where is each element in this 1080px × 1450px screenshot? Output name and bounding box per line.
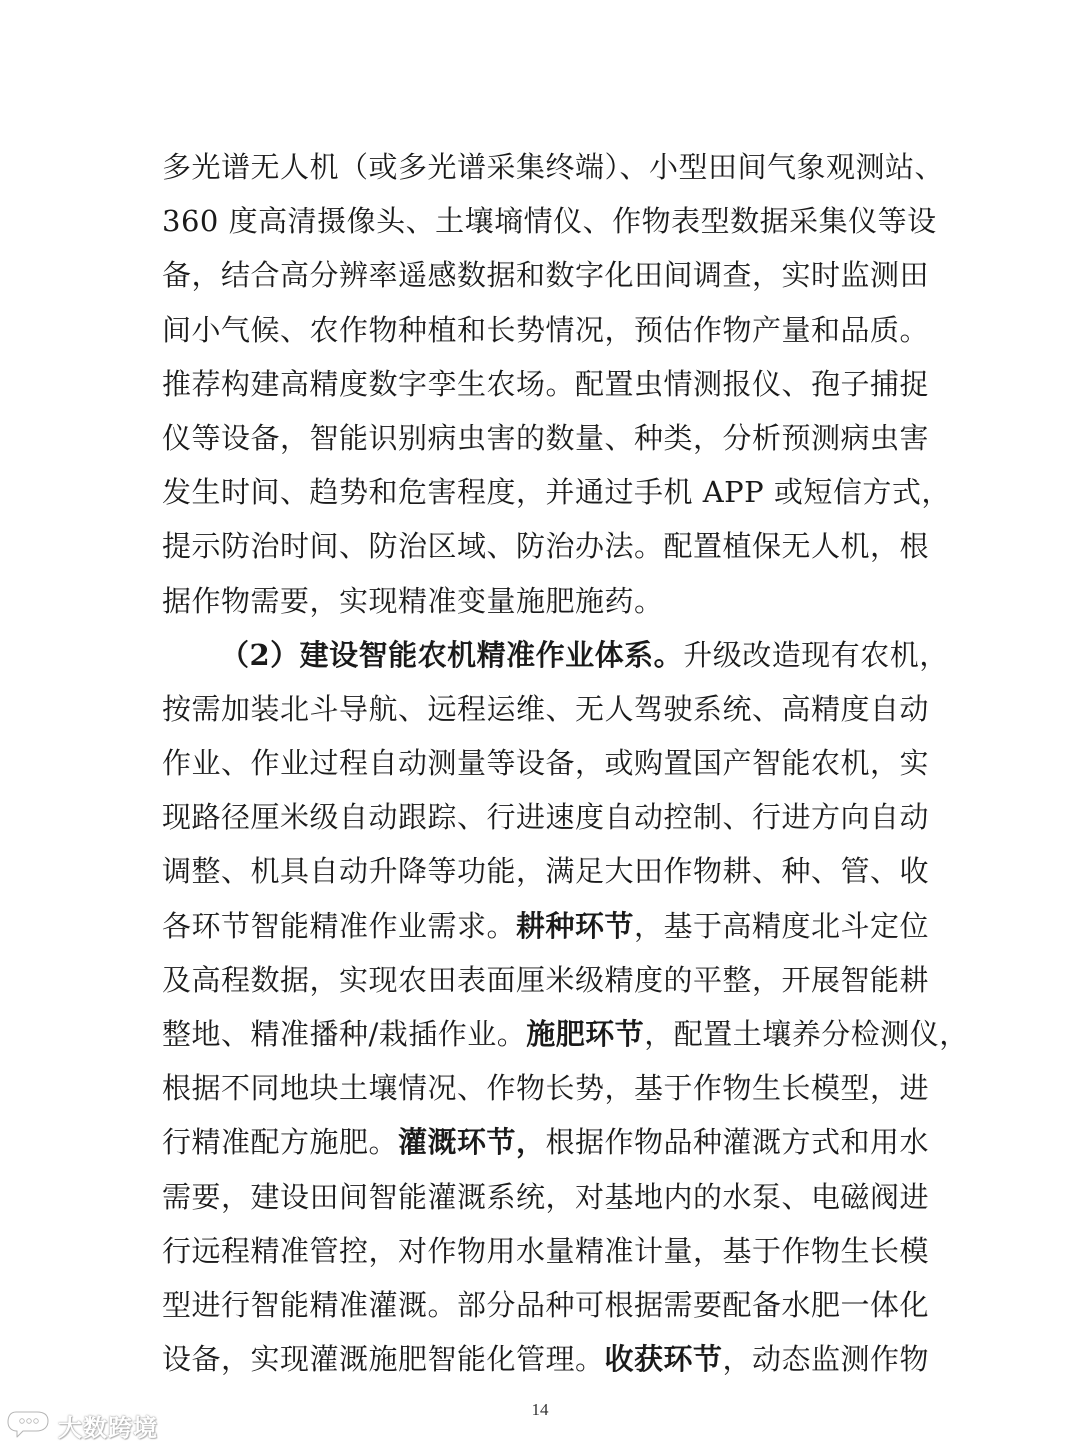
page-number: 14 — [531, 1400, 549, 1419]
text-run: ，配置土壤养分检测仪， — [644, 1017, 969, 1051]
body-text — [162, 140, 969, 1386]
text-run: 间小气候、农作物种植和长势情况，预估作物产量和品质。 — [162, 312, 930, 347]
text-run: 升级改造现有农机， — [683, 637, 949, 672]
bold-heading-run: 施肥环节 — [526, 1017, 645, 1051]
text-run: 提示防治时间、防治区域、防治办法。配置植保无人机，根 — [162, 529, 930, 564]
text-run: 整地、精准播种/栽插作业。 — [162, 1017, 527, 1051]
text-line — [162, 899, 930, 953]
text-run: ，动态监测作物 — [722, 1342, 930, 1377]
text-line — [162, 1332, 930, 1386]
text-line — [162, 303, 930, 357]
bold-heading-run: （2）建设智能农机精准作业体系。 — [220, 637, 684, 672]
text-line — [162, 736, 930, 790]
text-line — [162, 628, 949, 682]
watermark-text: 大数跨境 — [58, 1413, 158, 1442]
text-line — [162, 1278, 930, 1332]
text-line — [162, 844, 930, 898]
text-run: 作业、作业过程自动测量等设备，或购置国产智能农机，实 — [162, 746, 930, 781]
text-line — [162, 248, 930, 302]
text-line — [162, 194, 937, 248]
text-run: 及高程数据，实现农田表面厘米级精度的平整，开展智能耕 — [162, 962, 930, 997]
text-run: 根据作物品种灌溉方式和用水 — [545, 1125, 930, 1160]
text-line — [162, 357, 930, 411]
text-run: 备，结合高分辨率遥感数据和数字化田间调查，实时监测田 — [162, 258, 930, 293]
text-run: 多光谱无人机（或多光谱采集终端）、小型田间气象观测站、 — [162, 150, 945, 184]
text-run: 型进行智能精准灌溉。部分品种可根据需要配备水肥一体化 — [162, 1287, 930, 1322]
text-run: 行远程精准管控，对作物用水量精准计量，基于作物生长模 — [162, 1233, 930, 1268]
text-run: 调整、机具自动升降等功能，满足大田作物耕、种、管、收 — [162, 854, 930, 889]
text-run: 仪等设备，智能识别病虫害的数量、种类，分析预测病虫害 — [162, 420, 930, 455]
text-line — [162, 953, 930, 1007]
text-run: 推荐构建高精度数字孪生农场。配置虫情测报仪、孢子捕捉 — [162, 366, 930, 401]
speech-bubble-logo-icon — [6, 1408, 52, 1442]
watermark — [6, 1405, 158, 1445]
text-line — [162, 140, 945, 194]
text-run: 行精准配方施肥。 — [162, 1125, 399, 1160]
text-line — [162, 1170, 930, 1224]
text-run: 360 度高清摄像头、土壤墒情仪、作物表型数据采集仪等设 — [162, 204, 937, 239]
text-run: ，基于高精度北斗定位 — [634, 908, 930, 943]
text-line — [162, 519, 930, 573]
text-run: 需要，建设田间智能灌溉系统，对基地内的水泵、电磁阀进 — [162, 1179, 930, 1214]
text-run: 各环节智能精准作业需求。 — [162, 908, 517, 943]
text-run: 据作物需要，实现精准变量施肥施药。 — [162, 583, 664, 618]
text-run: 根据不同地块土壤情况、作物长势，基于作物生长模型，进 — [162, 1071, 930, 1106]
text-run: 现路径厘米级自动跟踪、行进速度自动控制、行进方向自动 — [162, 800, 930, 835]
text-line — [162, 1115, 930, 1169]
text-run: 发生时间、趋势和危害程度，并通过手机 APP 或短信方式， — [162, 475, 951, 510]
bold-heading-run: 收获环节 — [604, 1342, 723, 1377]
text-run: 设备，实现灌溉施肥智能化管理。 — [162, 1342, 605, 1377]
bold-heading-run: 灌溉环节， — [398, 1125, 546, 1160]
bold-heading-run: 耕种环节 — [516, 908, 635, 943]
text-line — [162, 1061, 930, 1115]
text-line — [162, 574, 922, 628]
text-line — [162, 411, 930, 465]
text-line — [162, 1007, 969, 1061]
text-line — [162, 790, 930, 844]
text-run: 按需加装北斗导航、远程运维、无人驾驶系统、高精度自动 — [162, 691, 930, 726]
text-line — [162, 465, 951, 519]
text-line — [162, 682, 930, 736]
text-line — [162, 1224, 930, 1278]
